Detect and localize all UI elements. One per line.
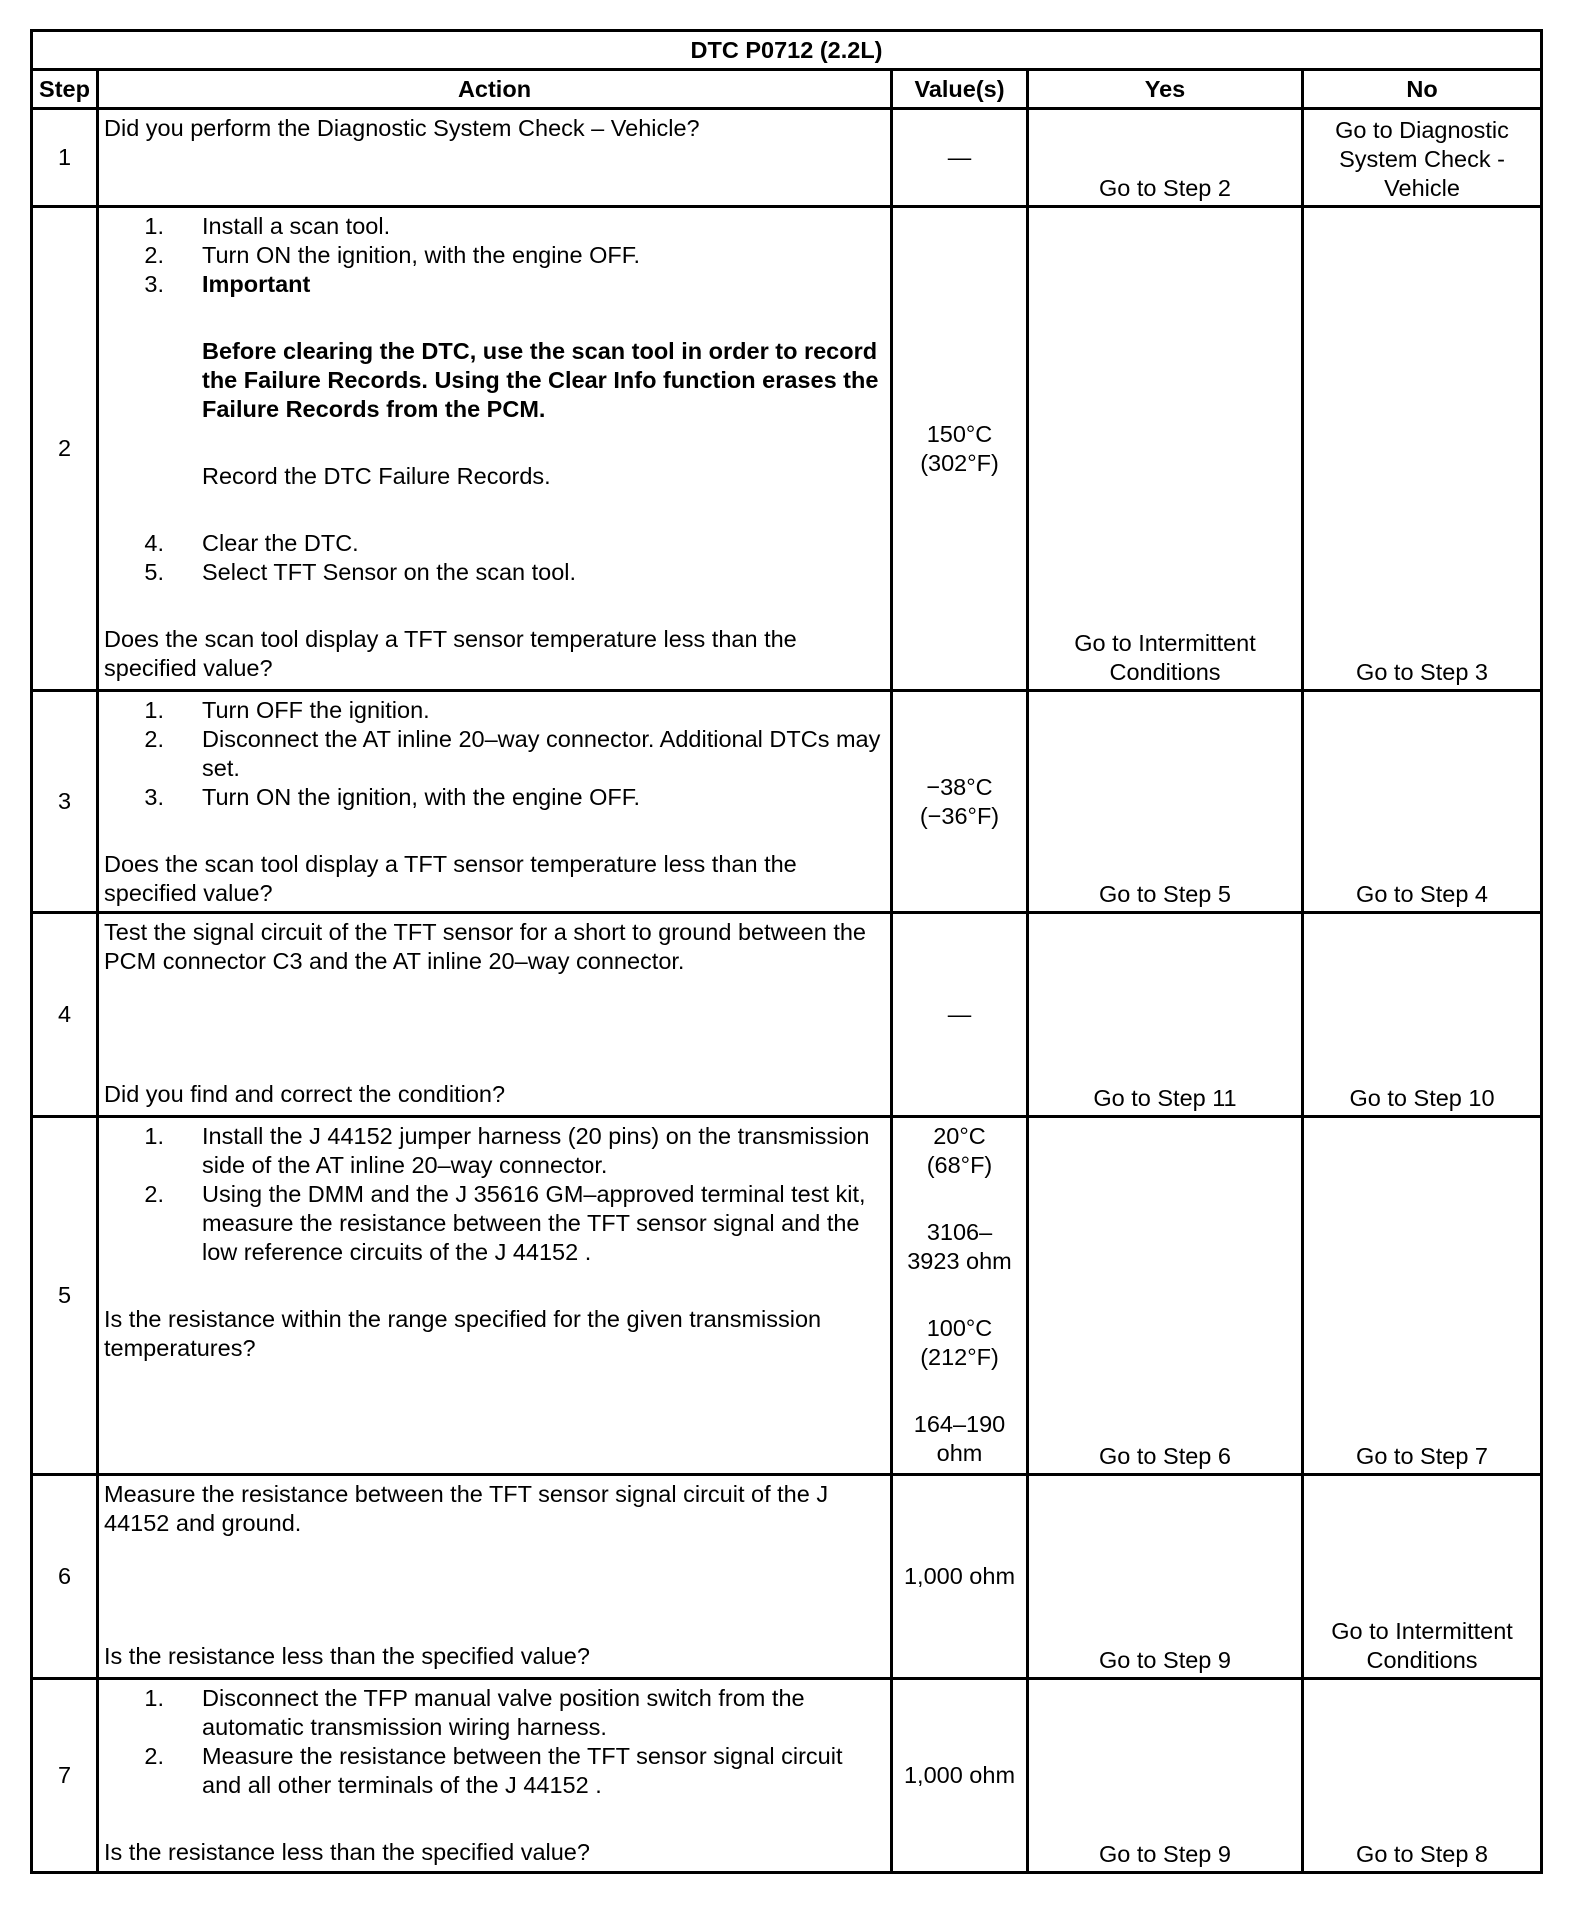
yes-cell: Go to Step 9 xyxy=(1028,1475,1303,1679)
list-item xyxy=(104,1180,886,1267)
no-cell: Go to Diagnostic System Check - Vehicle xyxy=(1303,109,1542,207)
action-cell xyxy=(98,1679,892,1873)
list-item xyxy=(104,558,886,587)
item-number: 2. xyxy=(144,242,164,268)
yes-cell: Go to Step 2 xyxy=(1028,109,1303,207)
value-cell: — xyxy=(892,913,1028,1117)
list-item xyxy=(104,241,886,270)
step-number: 6 xyxy=(32,1475,98,1679)
action-cell xyxy=(98,207,892,691)
list-item xyxy=(104,1122,886,1180)
important-note: Before clearing the DTC, use the scan tool in order to record the Failure Records. Using the Clear Info function erases the Failure Records from the PCM. xyxy=(202,338,879,422)
value-cell xyxy=(892,1117,1028,1475)
value-line: (212°F) xyxy=(920,1344,999,1370)
action-cell xyxy=(98,913,892,1117)
action-question: Is the resistance within the range specified for the given transmission temperatures? xyxy=(104,1306,822,1361)
step-number: 1 xyxy=(32,109,98,207)
item-text: Turn ON the ignition, with the engine OFF. xyxy=(202,242,641,268)
item-number: 1. xyxy=(144,1685,164,1711)
value-line: (68°F) xyxy=(926,1152,993,1178)
item-number: 2. xyxy=(144,1743,164,1769)
table-title: DTC P0712 (2.2L) xyxy=(32,31,1542,70)
action-cell xyxy=(98,1475,892,1679)
item-text: Turn OFF the ignition. xyxy=(202,697,430,723)
item-text: Disconnect the TFP manual valve position switch from the automatic transmission wiring harness. xyxy=(202,1685,805,1740)
header-step: Step xyxy=(32,70,98,109)
value-line: (302°F) xyxy=(920,449,999,476)
list-item xyxy=(104,529,886,558)
value-line: 20°C xyxy=(933,1123,986,1149)
no-cell: Go to Step 7 xyxy=(1303,1117,1542,1475)
action-question: Did you find and correct the condition? xyxy=(104,1081,506,1107)
header-yes: Yes xyxy=(1028,70,1303,109)
step-number: 3 xyxy=(32,691,98,913)
action-text: Measure the resistance between the TFT sensor signal circuit of the J 44152 and ground. xyxy=(104,1481,829,1536)
item-number: 5. xyxy=(144,559,164,585)
action-question: Does the scan tool display a TFT sensor temperature less than the specified value? xyxy=(104,851,797,906)
no-cell: Go to Step 10 xyxy=(1303,913,1542,1117)
header-action: Action xyxy=(98,70,892,109)
action-steps xyxy=(104,696,886,812)
item-number: 1. xyxy=(144,697,164,723)
step-number: 4 xyxy=(32,913,98,1117)
value-cell xyxy=(892,691,1028,913)
step-number: 2 xyxy=(32,207,98,691)
step-number: 7 xyxy=(32,1679,98,1873)
item-number: 1. xyxy=(144,1123,164,1149)
item-number: 2. xyxy=(144,726,164,752)
value-line: ohm xyxy=(936,1440,983,1466)
record-instruction: Record the DTC Failure Records. xyxy=(202,463,551,489)
header-values: Value(s) xyxy=(892,70,1028,109)
no-cell: Go to Step 8 xyxy=(1303,1679,1542,1873)
item-text: Install the J 44152 jumper harness (20 pins) on the transmission side of the AT inline 20–way connector. xyxy=(202,1123,870,1178)
table-row xyxy=(32,1117,1542,1475)
important-label: Important xyxy=(202,271,311,297)
list-item xyxy=(104,725,886,783)
item-number: 4. xyxy=(144,530,164,556)
action-question: Is the resistance less than the specified value? xyxy=(104,1839,590,1865)
list-item xyxy=(104,696,886,725)
yes-cell: Go to Step 6 xyxy=(1028,1117,1303,1475)
list-item xyxy=(104,783,886,812)
table-row xyxy=(32,109,1542,207)
value-cell: 1,000 ohm xyxy=(892,1679,1028,1873)
value-line: 100°C xyxy=(926,1315,993,1341)
action-question: Did you perform the Diagnostic System Check – Vehicle? xyxy=(104,115,700,141)
yes-cell: Go to Step 5 xyxy=(1028,691,1303,913)
step-number: 5 xyxy=(32,1117,98,1475)
yes-cell: Go to Step 9 xyxy=(1028,1679,1303,1873)
action-question: Is the resistance less than the specified value? xyxy=(104,1643,590,1669)
yes-cell: Go to Step 11 xyxy=(1028,913,1303,1117)
table-row xyxy=(32,207,1542,691)
item-text: Measure the resistance between the TFT sensor signal circuit and all other terminals of the J 44152 . xyxy=(202,1743,843,1798)
list-item xyxy=(104,270,886,491)
action-cell xyxy=(98,109,892,207)
action-cell xyxy=(98,691,892,913)
value-line: 164–190 xyxy=(913,1411,1006,1437)
value-line: −38°C xyxy=(926,773,993,800)
yes-cell: Go to Intermittent Conditions xyxy=(1028,207,1303,691)
no-cell: Go to Intermittent Conditions xyxy=(1303,1475,1542,1679)
item-number: 3. xyxy=(144,271,164,297)
table-row xyxy=(32,1475,1542,1679)
action-text: Test the signal circuit of the TFT sensor for a short to ground between the PCM connector C3 and the AT inline 20–way connector. xyxy=(104,919,866,974)
list-item xyxy=(104,1742,886,1800)
item-number: 3. xyxy=(144,784,164,810)
action-steps xyxy=(104,1122,886,1267)
item-number: 1. xyxy=(144,213,164,239)
action-steps xyxy=(104,212,886,587)
item-text: Disconnect the AT inline 20–way connector. Additional DTCs may set. xyxy=(202,726,881,781)
value-line: 150°C xyxy=(926,420,993,447)
no-cell: Go to Step 4 xyxy=(1303,691,1542,913)
item-number: 2. xyxy=(144,1181,164,1207)
item-text: Using the DMM and the J 35616 GM–approved terminal test kit, measure the resistance between the TFT sensor signal and the low reference circuits of the J 44152 . xyxy=(202,1181,866,1265)
no-cell: Go to Step 3 xyxy=(1303,207,1542,691)
table-row xyxy=(32,1679,1542,1873)
value-cell: 1,000 ohm xyxy=(892,1475,1028,1679)
action-steps xyxy=(104,1684,886,1800)
table-row xyxy=(32,913,1542,1117)
value-cell xyxy=(892,207,1028,691)
item-text: Install a scan tool. xyxy=(202,213,391,239)
item-text: Turn ON the ignition, with the engine OFF. xyxy=(202,784,641,810)
action-question: Does the scan tool display a TFT sensor temperature less than the specified value? xyxy=(104,626,797,681)
value-line: 3106– xyxy=(926,1219,993,1245)
list-item xyxy=(104,212,886,241)
item-text: Clear the DTC. xyxy=(202,530,359,556)
dtc-table xyxy=(30,29,1543,1874)
value-cell: — xyxy=(892,109,1028,207)
header-no: No xyxy=(1303,70,1542,109)
table-row xyxy=(32,691,1542,913)
value-line: 3923 ohm xyxy=(907,1248,1012,1274)
list-item xyxy=(104,1684,886,1742)
value-line: (−36°F) xyxy=(919,802,1000,829)
item-text: Select TFT Sensor on the scan tool. xyxy=(202,559,577,585)
action-cell xyxy=(98,1117,892,1475)
